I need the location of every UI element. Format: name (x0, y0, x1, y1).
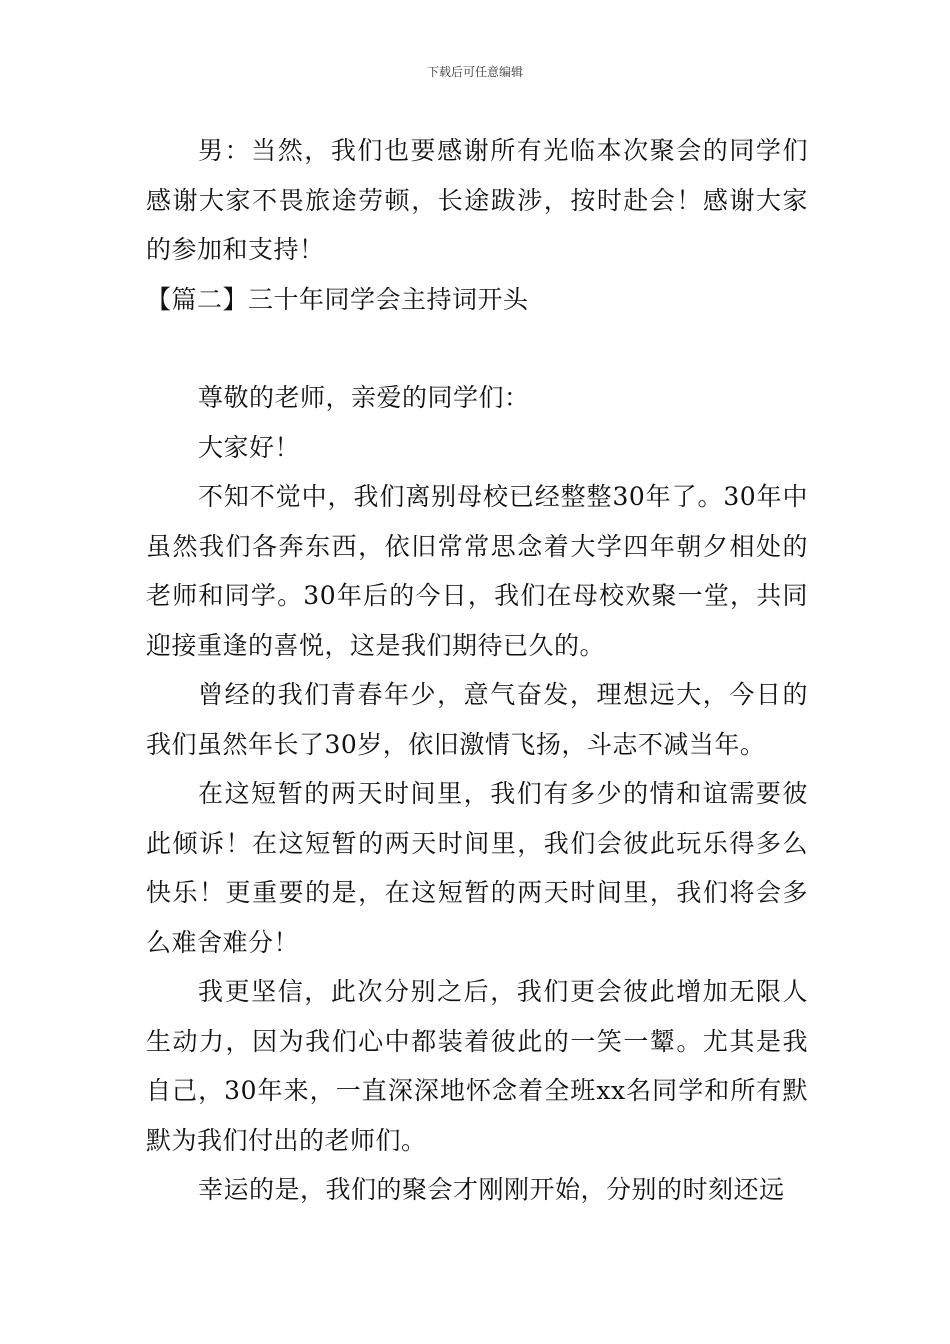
section-heading: 【篇二】三十年同学会主持词开头 (146, 284, 529, 314)
paragraph-greeting: 大家好！ (198, 432, 301, 462)
paragraph-body-5: 幸运的是，我们的聚会才刚刚开始，分别的时刻还远 (198, 1175, 785, 1204)
blank-line (146, 324, 808, 373)
paragraph-body-4: 我更坚信，此次分别之后，我们更会彼此增加无限人生动力，因为我们心中都装着彼此的一笑一颦。尤其是我自己，30年来，一直深深地怀念着全班xx名同学和所有默默为我们付出的老师们。 (146, 977, 808, 1155)
document-body (146, 126, 808, 1215)
paragraph-salutation: 尊敬的老师，亲爱的同学们： (198, 383, 530, 412)
paragraph-body-2: 曾经的我们青春年少，意气奋发，理想远大，今日的我们虽然年长了30岁，依旧激情飞扬，斗志不减当年。 (146, 680, 808, 759)
paragraph-body-1: 不知不觉中，我们离别母校已经整整30年了。30年中虽然我们各奔东西，依旧常常思念着大学四年朝夕相处的老师和同学。30年后的今日，我们在母校欢聚一堂，共同迎接重逢的喜悦，这是我们期待已久的。 (146, 482, 808, 660)
paragraph-body-3: 在这短暂的两天时间里，我们有多少的情和谊需要彼此倾诉！在这短暂的两天时间里，我们会彼此玩乐得多么快乐！更重要的是，在这短暂的两天时间里，我们将会多么难舍难分！ (146, 779, 808, 957)
page-header-note: 下载后可任意编辑 (426, 65, 523, 79)
paragraph-thanks: 男：当然，我们也要感谢所有光临本次聚会的同学们感谢大家不畏旅途劳顿，长途跋涉，按时赴会！感谢大家的参加和支持！ (146, 136, 808, 264)
